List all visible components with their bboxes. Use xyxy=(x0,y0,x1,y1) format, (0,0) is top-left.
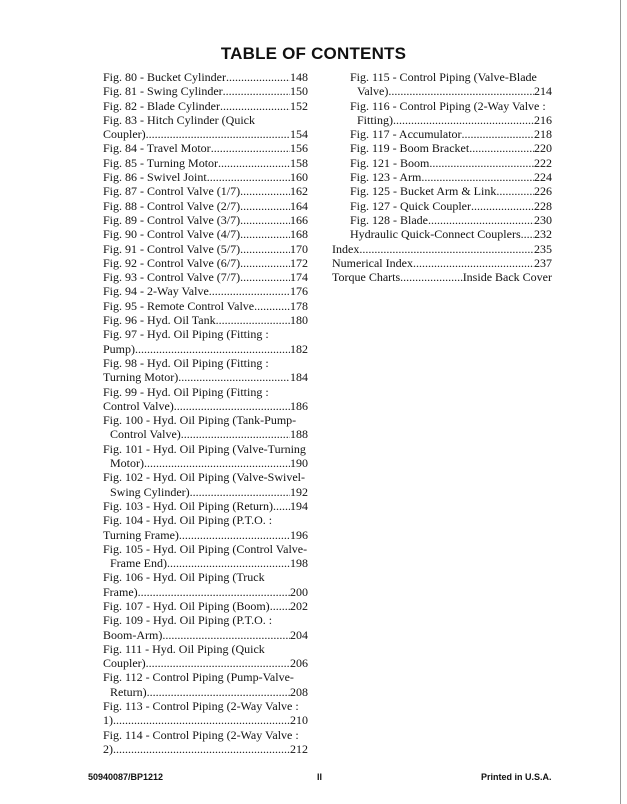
toc-entry-title: Fig. 86 - Swivel Joint xyxy=(103,170,207,185)
toc-entry-title: Frame End) xyxy=(110,556,167,571)
toc-entry[interactable] xyxy=(103,356,308,385)
toc-entry[interactable] xyxy=(103,256,308,270)
toc-page-number: 166 xyxy=(290,212,308,227)
toc-entry[interactable] xyxy=(103,170,308,184)
dot-leader xyxy=(218,156,290,170)
dot-leader xyxy=(240,227,290,241)
toc-entry[interactable] xyxy=(332,199,552,213)
toc-entry[interactable] xyxy=(103,499,308,513)
toc-entry-title: Turning Motor) xyxy=(103,370,179,385)
toc-entry-title: Numerical Index xyxy=(332,255,413,270)
dot-leader xyxy=(469,141,534,155)
toc-page-number: 176 xyxy=(290,284,308,299)
toc-entry[interactable] xyxy=(103,141,308,155)
toc-entry-title: Control Valve) xyxy=(110,427,181,442)
toc-entry[interactable] xyxy=(103,542,308,571)
toc-entry[interactable] xyxy=(103,699,308,728)
toc-entry-title: Turning Frame) xyxy=(103,527,179,542)
dot-leader xyxy=(471,199,534,213)
toc-page-number: 237 xyxy=(534,255,552,270)
toc-page-number: 160 xyxy=(290,170,308,185)
dot-leader xyxy=(462,127,534,141)
footer-printed-in: Printed in U.S.A. xyxy=(481,772,552,782)
toc-entry-title: Torque Charts xyxy=(332,270,401,285)
toc-page-number: 172 xyxy=(290,255,308,270)
toc-page-number: 184 xyxy=(290,370,308,385)
dot-leader xyxy=(359,242,534,256)
toc-entry[interactable] xyxy=(103,213,308,227)
toc-entry-title: Fig. 104 - Hyd. Oil Piping (P.T.O. : xyxy=(103,513,273,528)
dot-leader xyxy=(273,499,290,513)
toc-entry-title: Fig. 125 - Bucket Arm & Link xyxy=(350,184,497,199)
dot-leader xyxy=(113,742,290,756)
dot-leader xyxy=(388,84,534,98)
toc-entry-title: Fig. 99 - Hyd. Oil Piping (Fitting : xyxy=(103,384,269,399)
toc-entry[interactable] xyxy=(103,413,308,442)
toc-entry-title: Fig. 115 - Control Piping (Valve-Blade xyxy=(350,70,537,84)
toc-entry-title: Fig. 107 - Hyd. Oil Piping (Boom) xyxy=(103,598,270,613)
footer-document-number: 50940087/BP1212 xyxy=(88,772,164,782)
toc-page-number: 182 xyxy=(290,341,308,356)
toc-right-column xyxy=(332,70,552,284)
dot-leader xyxy=(113,713,290,727)
toc-page-number: 206 xyxy=(290,656,308,671)
toc-entry[interactable] xyxy=(103,728,308,757)
dot-leader xyxy=(211,141,290,155)
toc-entry-title: Swing Cylinder) xyxy=(110,484,190,499)
toc-entry-title: Fig. 90 - Control Valve (4/7) xyxy=(103,227,241,242)
dot-leader xyxy=(393,113,534,127)
toc-entry-title: Boom-Arm) xyxy=(103,627,163,642)
toc-entry[interactable] xyxy=(332,270,552,284)
page-border xyxy=(620,0,621,804)
toc-entry-title: Hydraulic Quick-Connect Couplers xyxy=(350,227,521,242)
toc-page-number: 232 xyxy=(534,227,552,242)
toc-page-number: 200 xyxy=(290,584,308,599)
toc-page-number: 214 xyxy=(534,84,552,99)
dot-leader xyxy=(521,227,534,241)
toc-entry-title: Fig. 112 - Control Piping (Pump-Valve- xyxy=(103,670,294,685)
toc-entry[interactable] xyxy=(332,156,552,170)
toc-entry[interactable] xyxy=(103,642,308,671)
dot-leader xyxy=(270,599,290,613)
toc-page-number: 235 xyxy=(534,241,552,256)
toc-entry[interactable] xyxy=(103,299,308,313)
toc-entry-title: Fig. 114 - Control Piping (2-Way Valve : xyxy=(103,727,299,742)
toc-entry[interactable] xyxy=(103,199,308,213)
toc-left-column xyxy=(103,70,308,756)
dot-leader xyxy=(240,213,290,227)
dot-leader xyxy=(190,485,290,499)
toc-entry-title: Motor) xyxy=(110,456,144,471)
dot-leader xyxy=(421,170,534,184)
dot-leader xyxy=(146,656,290,670)
toc-entry[interactable] xyxy=(103,313,308,327)
toc-page-number: 168 xyxy=(290,227,308,242)
toc-page-number: 186 xyxy=(290,398,308,413)
toc-entry-title: Fig. 94 - 2-Way Valve xyxy=(103,284,209,299)
toc-entry-title: Control Valve) xyxy=(103,398,174,413)
toc-entry[interactable] xyxy=(103,599,308,613)
toc-entry-title: Fig. 123 - Arm xyxy=(350,170,422,185)
toc-entry[interactable] xyxy=(332,70,552,99)
toc-entry-title: Fig. 87 - Control Valve (1/7) xyxy=(103,184,241,199)
toc-entry-title: Fig. 84 - Travel Motor xyxy=(103,141,211,156)
toc-page-number: 226 xyxy=(534,184,552,199)
toc-page-number: 164 xyxy=(290,198,308,213)
toc-entry-title: Fig. 121 - Boom xyxy=(350,155,430,170)
dot-leader xyxy=(162,628,290,642)
toc-entry[interactable] xyxy=(103,470,308,499)
toc-entry-title: Fig. 93 - Control Valve (7/7) xyxy=(103,270,241,285)
toc-entry-title: Fig. 119 - Boom Bracket xyxy=(350,141,470,156)
toc-page-number: 190 xyxy=(290,456,308,471)
dot-leader xyxy=(167,556,290,570)
toc-page-number: 198 xyxy=(290,556,308,571)
dot-leader xyxy=(226,70,290,84)
toc-entry-title: Valve) xyxy=(357,84,389,99)
toc-entry-title: Coupler) xyxy=(103,127,146,142)
toc-page-number: 152 xyxy=(290,98,308,113)
page-title: TABLE OF CONTENTS xyxy=(220,44,407,63)
toc-entry-title: Return) xyxy=(110,684,147,699)
dot-leader xyxy=(220,99,290,113)
dot-leader xyxy=(223,84,290,98)
toc-entry-title: Fig. 111 - Hyd. Oil Piping (Quick xyxy=(103,641,265,656)
toc-entry-title: Fig. 127 - Quick Coupler xyxy=(350,198,471,213)
toc-entry[interactable] xyxy=(103,113,308,142)
toc-entry[interactable] xyxy=(103,156,308,170)
toc-entry[interactable] xyxy=(332,170,552,184)
dot-leader xyxy=(429,156,534,170)
toc-page-number: Inside Back Cover xyxy=(462,270,552,285)
toc-entry-title: Fig. 92 - Control Valve (6/7) xyxy=(103,255,241,270)
dot-leader xyxy=(146,127,290,141)
toc-page-number: 212 xyxy=(290,741,308,756)
toc-entry-title: Index xyxy=(332,241,360,256)
toc-entry-title: Frame) xyxy=(103,584,138,599)
toc-page-number: 196 xyxy=(290,527,308,542)
toc-entry[interactable] xyxy=(103,284,308,298)
toc-page-number: 158 xyxy=(290,155,308,170)
toc-entry[interactable] xyxy=(103,84,308,98)
toc-entry-title: Fig. 117 - Accumulator xyxy=(350,127,462,142)
toc-entry-title: Fig. 85 - Turning Motor xyxy=(103,155,219,170)
toc-page-number: 224 xyxy=(534,170,552,185)
toc-entry[interactable] xyxy=(332,127,552,141)
toc-entry-title: Fig. 91 - Control Valve (5/7) xyxy=(103,241,241,256)
dot-leader xyxy=(138,585,290,599)
toc-entry-title: Fig. 113 - Control Piping (2-Way Valve : xyxy=(103,699,299,714)
toc-entry-title: Fig. 98 - Hyd. Oil Piping (Fitting : xyxy=(103,355,269,370)
toc-entry[interactable] xyxy=(103,270,308,284)
toc-entry-title: Fig. 95 - Remote Control Valve xyxy=(103,298,255,313)
toc-entry[interactable] xyxy=(332,213,552,227)
toc-entry-title: Fig. 89 - Control Valve (3/7) xyxy=(103,212,241,227)
footer-page-number: II xyxy=(317,772,323,782)
dot-leader xyxy=(178,370,290,384)
dot-leader xyxy=(207,170,290,184)
toc-entry-title: Coupler) xyxy=(103,656,146,671)
toc-entry[interactable] xyxy=(332,256,552,270)
toc-page-number: 154 xyxy=(290,127,308,142)
toc-entry-title: Fig. 101 - Hyd. Oil Piping (Valve-Turning xyxy=(103,441,306,456)
dot-leader xyxy=(428,213,534,227)
toc-entry[interactable] xyxy=(103,385,308,414)
toc-entry-title: Fig. 128 - Blade xyxy=(350,212,428,227)
toc-page-number: 156 xyxy=(290,141,308,156)
dot-leader xyxy=(400,270,463,284)
toc-entry[interactable] xyxy=(103,327,308,356)
toc-entry[interactable] xyxy=(103,570,308,599)
toc-entry[interactable] xyxy=(103,184,308,198)
toc-entry[interactable] xyxy=(332,184,552,198)
dot-leader xyxy=(135,342,290,356)
toc-entry-title: Fig. 102 - Hyd. Oil Piping (Valve-Swivel- xyxy=(103,470,305,485)
dot-leader xyxy=(144,456,290,470)
toc-entry[interactable] xyxy=(332,99,552,128)
toc-entry-title: 1) xyxy=(103,713,113,728)
dot-leader xyxy=(413,256,534,270)
toc-page-number: 204 xyxy=(290,627,308,642)
dot-leader xyxy=(240,270,290,284)
toc-page-number: 178 xyxy=(290,298,308,313)
dot-leader xyxy=(240,184,290,198)
toc-page-number: 208 xyxy=(290,684,308,699)
toc-page-number: 188 xyxy=(290,427,308,442)
toc-page-number: 192 xyxy=(290,484,308,499)
dot-leader xyxy=(240,256,290,270)
dot-leader xyxy=(216,313,290,327)
toc-entry[interactable] xyxy=(103,442,308,471)
dot-leader xyxy=(254,299,290,313)
toc-page-number: 210 xyxy=(290,713,308,728)
dot-leader xyxy=(181,427,290,441)
toc-page-number: 174 xyxy=(290,270,308,285)
toc-entry[interactable] xyxy=(103,99,308,113)
toc-entry[interactable] xyxy=(332,242,552,256)
toc-page-number: 230 xyxy=(534,212,552,227)
toc-entry-title: Fig. 83 - Hitch Cylinder (Quick xyxy=(103,112,255,127)
dot-leader xyxy=(240,199,290,213)
toc-page-number: 222 xyxy=(534,155,552,170)
toc-page-number: 218 xyxy=(534,127,552,142)
toc-entry-title: Fig. 82 - Blade Cylinder xyxy=(103,98,220,113)
toc-entry[interactable] xyxy=(103,70,308,84)
toc-entry-title: Fig. 103 - Hyd. Oil Piping (Return) xyxy=(103,498,273,513)
dot-leader xyxy=(174,399,290,413)
toc-page-number: 162 xyxy=(290,184,308,199)
toc-entry-title: 2) xyxy=(103,741,113,756)
toc-page-number: 220 xyxy=(534,141,552,156)
toc-entry[interactable] xyxy=(103,227,308,241)
toc-entry-title: Pump) xyxy=(103,341,136,356)
toc-entry-title: Fig. 106 - Hyd. Oil Piping (Truck xyxy=(103,570,265,585)
toc-entry-title: Fig. 81 - Swing Cylinder xyxy=(103,84,223,99)
toc-entry[interactable] xyxy=(103,670,308,699)
toc-page-number: 216 xyxy=(534,112,552,127)
toc-entry[interactable] xyxy=(103,613,308,642)
dot-leader xyxy=(179,528,290,542)
toc-entry-title: Fig. 80 - Bucket Cylinder xyxy=(103,70,226,84)
dot-leader xyxy=(496,184,534,198)
toc-page-number: 170 xyxy=(290,241,308,256)
toc-entry-title: Fig. 105 - Hyd. Oil Piping (Control Valve- xyxy=(103,541,308,556)
toc-page-number: 228 xyxy=(534,198,552,213)
toc-entry-title: Fig. 88 - Control Valve (2/7) xyxy=(103,198,241,213)
toc-page-number: 150 xyxy=(290,84,308,99)
toc-page-number: 148 xyxy=(290,70,308,84)
toc-page-number: 180 xyxy=(290,313,308,328)
dot-leader xyxy=(240,242,290,256)
toc-entry[interactable] xyxy=(332,141,552,155)
toc-page-number: 194 xyxy=(290,498,308,513)
toc-entry-title: Fig. 96 - Hyd. Oil Tank xyxy=(103,313,216,328)
toc-entry[interactable] xyxy=(103,242,308,256)
toc-entry-title: Fig. 116 - Control Piping (2-Way Valve : xyxy=(350,98,546,113)
dot-leader xyxy=(209,284,290,298)
toc-entry-title: Fig. 100 - Hyd. Oil Piping (Tank-Pump- xyxy=(103,413,297,428)
toc-entry[interactable] xyxy=(103,513,308,542)
dot-leader xyxy=(147,685,290,699)
toc-entry[interactable] xyxy=(332,227,552,241)
toc-entry-title: Fig. 97 - Hyd. Oil Piping (Fitting : xyxy=(103,327,269,342)
toc-entry-title: Fig. 109 - Hyd. Oil Piping (P.T.O. : xyxy=(103,613,273,628)
toc-page-number: 202 xyxy=(290,598,308,613)
toc-entry-title: Fitting) xyxy=(357,112,394,127)
